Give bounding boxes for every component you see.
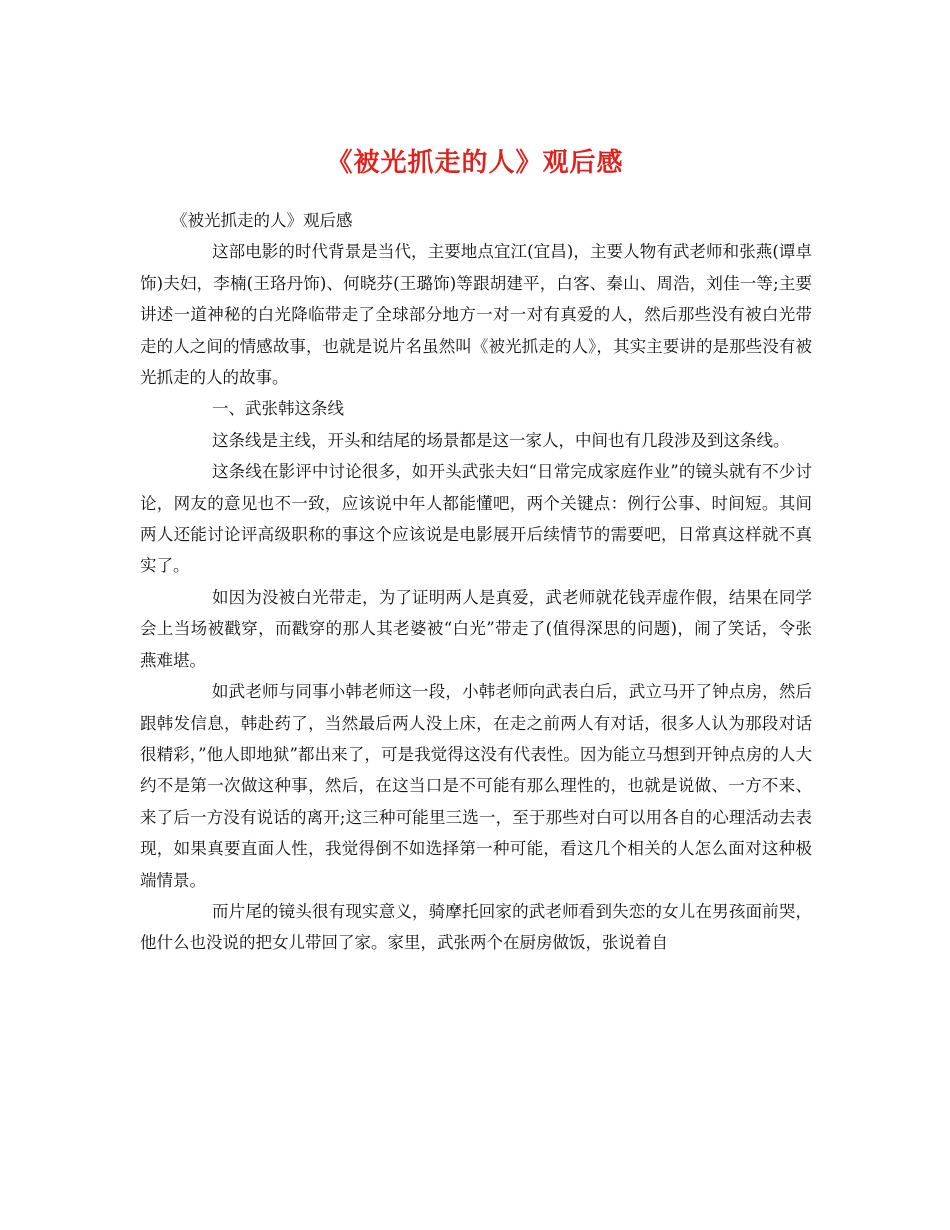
- paragraph: 如武老师与同事小韩老师这一段，小韩老师向武表白后，武立马开了钟点房，然后跟韩发信息，韩赴药了，当然最后两人没上床，在走之前两人有对话，很多人认为那段对话很精彩，”他人即地狱”都出来了，可是我觉得这没有代表性。因为能立马想到开钟点房的人大约不是第一次做这种事，然后，在这当口是不可能有那么理性的，也就是说做、一方不来、来了后一方没有说话的离开;这三种可能里三选一，至于那些对白可以用各自的心理活动去表现，如果真要直面人性，我觉得倒不如选择第一种可能，看这几个相关的人怎么面对这种极端情景。: [140, 682, 812, 890]
- document-body: [140, 205, 812, 959]
- paragraph: 这条线是主线，开头和结尾的场景都是这一家人，中间也有几段涉及到这条线。: [212, 430, 790, 450]
- paragraph: 这条线在影评中讨论很多，如开头武张夫妇“日常完成家庭作业”的镜头就有不少讨论，网友的意见也不一致，应该说中年人都能懂吧，两个关键点：例行公事、时间短。其间两人还能讨论评高级职称的事这个应该说是电影展开后续情节的需要吧，日常真这样就不真实了。: [140, 462, 812, 576]
- paragraph: 如因为没被白光带走，为了证明两人是真爱，武老师就花钱弄虚作假，结果在同学会上当场被戳穿，而戳穿的那人其老婆被“白光”带走了(值得深思的问题)，闹了笑话，令张燕难堪。: [140, 587, 812, 670]
- paragraph: 而片尾的镜头很有现实意义，骑摩托回家的武老师看到失恋的女儿在男孩面前哭，他什么也没说的把女儿带回了家。家里，武张两个在厨房做饭，张说着自: [140, 901, 812, 953]
- paragraph-intro: 这部电影的时代背景是当代，主要地点宜江(宜昌)，主要人物有武老师和张燕(谭卓饰)夫妇，李楠(王珞丹饰)、何晓芬(王璐饰)等跟胡建平，白客、秦山、周浩，刘佳一等;主要讲述一道神秘的白光降临带走了全球部分地方一对一对有真爱的人，然后那些没有被白光带走的人之间的情感故事，也就是说片名虽然叫《被光抓走的人》，其实主要讲的是那些没有被光抓走的人的故事。: [140, 242, 812, 388]
- section-heading: 一、武张韩这条线: [212, 399, 344, 419]
- document-title: 《被光抓走的人》观后感: [326, 148, 624, 179]
- paragraph-subtitle: 《被光抓走的人》观后感: [171, 211, 353, 230]
